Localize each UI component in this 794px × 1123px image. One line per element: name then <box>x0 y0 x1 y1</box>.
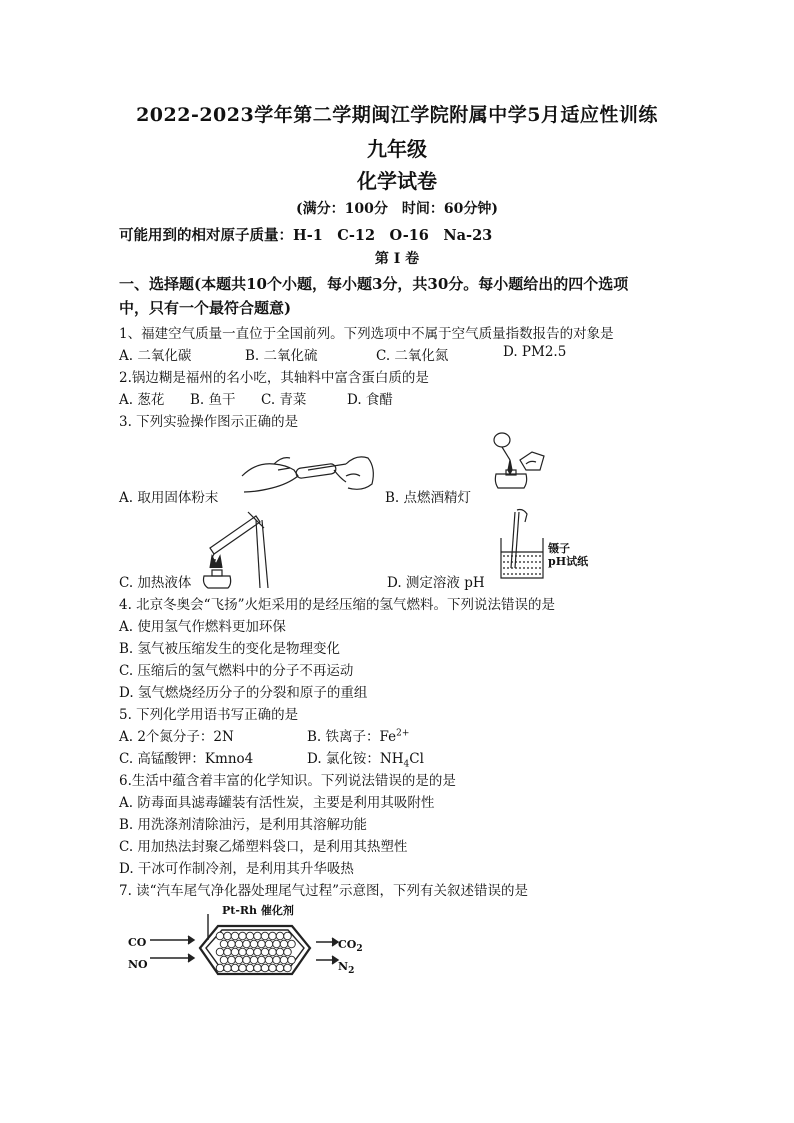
catalyst-pellet <box>246 948 254 956</box>
catalyst-pellet <box>261 948 269 956</box>
section-heading-1: 一、选择题(本题共10个小题，每小题3分，共30分。每小题给出的四个选项 <box>119 275 629 293</box>
catalyst-pellet <box>258 940 266 948</box>
catalyst-pellet <box>280 956 288 964</box>
catalyst-pellet <box>261 932 269 940</box>
output-co2-text: CO <box>338 938 357 951</box>
q5-option-b-text: B. 铁离子：Fe <box>307 729 397 745</box>
q5-option-d <box>307 747 424 770</box>
q6-stem: 6.生活中蕴含着丰富的化学知识。下列说法错误的是的是 <box>119 773 456 789</box>
output-n2 <box>338 960 354 976</box>
q6-option-a: A. 防毒面具滤毒罐装有活性炭，主要是利用其吸附性 <box>119 795 435 811</box>
q5-option-b-charge: 2+ <box>396 728 410 739</box>
catalyst-pellet <box>280 940 288 948</box>
catalyst-pellet <box>239 948 247 956</box>
grade-title: 九年级 <box>367 137 427 161</box>
catalyst-pellet <box>216 948 224 956</box>
catalyst-pellet <box>246 932 254 940</box>
q3-stem: 3. 下列实验操作图示正确的是 <box>119 414 299 430</box>
catalyst-pellet <box>254 964 262 972</box>
catalyst-pellet <box>235 940 243 948</box>
input-no: NO <box>128 958 148 971</box>
q3-option-d: D. 测定溶液 pH <box>387 575 485 591</box>
catalyst-pellet <box>243 956 251 964</box>
q3-option-b: B. 点燃酒精灯 <box>385 490 472 506</box>
score-time: (满分：100分 时间：60分钟) <box>296 201 498 217</box>
output-n2-sub: 2 <box>348 966 355 977</box>
q4-option-d: D. 氢气燃烧经历分子的分裂和原子的重组 <box>119 685 368 701</box>
catalyst-pellet <box>265 940 273 948</box>
catalyst-pellet <box>284 932 292 940</box>
q5-option-b <box>307 725 409 745</box>
figure-alcohol-lamp <box>480 430 552 494</box>
q5-option-d-sub: 4 <box>403 759 410 770</box>
catalyst-pellet <box>216 932 224 940</box>
q5-stem: 5. 下列化学用语书写正确的是 <box>119 707 299 723</box>
figure-ph-test <box>497 508 553 582</box>
catalyst-pellet <box>250 956 258 964</box>
catalyst-pellet <box>265 956 273 964</box>
q4-stem: 4. 北京冬奥会“飞扬”火炬采用的是经压缩的氢气燃料。下列说法错误的是 <box>119 597 555 613</box>
label-ph-paper: pH试纸 <box>548 555 589 568</box>
catalyst-pellet <box>250 940 258 948</box>
catalyst-pellet <box>220 956 228 964</box>
q1-option-a: A. 二氧化碳 <box>119 348 192 364</box>
q2-stem: 2.锅边糊是福州的名小吃，其轴料中富含蛋白质的是 <box>119 370 429 386</box>
catalyst-pellet <box>276 964 284 972</box>
output-n2-text: N <box>338 960 349 973</box>
catalyst-pellet <box>235 956 243 964</box>
q3-option-c: C. 加热液体 <box>119 575 192 591</box>
catalyst-pellet <box>269 932 277 940</box>
catalyst-pellet <box>220 940 228 948</box>
q6-option-c: C. 用加热法封聚乙烯塑料袋口，是利用其热塑性 <box>119 839 408 855</box>
output-co2 <box>338 938 363 954</box>
catalyst-pellet <box>269 948 277 956</box>
q5-option-d-tail: Cl <box>409 751 424 767</box>
catalyst-pellet <box>254 932 262 940</box>
q3-option-a: A. 取用固体粉末 <box>119 490 219 506</box>
q1-stem: 1、福建空气质量一直位于全国前列。下列选项中不属于空气质量指数报告的对象是 <box>119 326 614 342</box>
catalyst-pellet <box>258 956 266 964</box>
section-heading-2: 中，只有一个最符合题意) <box>119 299 292 317</box>
q4-option-c: C. 压缩后的氢气燃料中的分子不再运动 <box>119 663 354 679</box>
catalyst-pellet <box>284 964 292 972</box>
q4-option-b: B. 氢气被压缩发生的变化是物理变化 <box>119 641 341 657</box>
output-co2-sub: 2 <box>356 944 363 955</box>
q6-option-d: D. 干冰可作制冷剂，是利用其升华吸热 <box>119 861 354 877</box>
q1-option-d: D. PM2.5 <box>503 344 567 360</box>
catalyst-pellet <box>261 964 269 972</box>
catalyst-pellet <box>231 948 239 956</box>
q5-option-d-text: D. 氯化铵：NH <box>307 751 404 767</box>
exam-title: 2022-2023学年第二学期闽江学院附属中学5月适应性训练 <box>136 104 658 126</box>
catalyst-pellet <box>288 940 296 948</box>
q2-option-c: C. 青菜 <box>261 392 307 408</box>
catalyst-pellet <box>224 948 232 956</box>
catalyst-pellet <box>239 932 247 940</box>
q2-option-a: A. 葱花 <box>119 392 165 408</box>
catalytic-converter-diagram <box>150 912 340 996</box>
subject-title: 化学试卷 <box>357 169 437 193</box>
catalyst-label: Pt-Rh 催化剂 <box>222 904 294 917</box>
catalyst-pellet <box>228 940 236 948</box>
catalyst-pellet <box>269 964 277 972</box>
figure-take-powder <box>238 448 378 500</box>
volume-label: 第 I 卷 <box>374 251 420 267</box>
catalyst-pellet <box>273 940 281 948</box>
catalyst-pellet <box>224 964 232 972</box>
q5-option-a: A. 2个氮分子：2N <box>119 729 234 745</box>
catalyst-pellet <box>284 948 292 956</box>
q6-option-b: B. 用洗涤剂清除油污，是利用其溶解功能 <box>119 817 368 833</box>
q4-option-a: A. 使用氢气作燃料更加环保 <box>119 619 286 635</box>
catalyst-pellet <box>216 964 224 972</box>
q2-option-d: D. 食醋 <box>347 392 393 408</box>
catalyst-pellet <box>288 956 296 964</box>
q7-stem: 7. 读“汽车尾气净化器处理尾气过程”示意图，下列有关叙述错误的是 <box>119 883 528 899</box>
q1-option-b: B. 二氧化硫 <box>245 348 318 364</box>
catalyst-pellet <box>231 932 239 940</box>
catalyst-pellet <box>231 964 239 972</box>
catalyst-pellet <box>224 932 232 940</box>
q2-option-b: B. 鱼干 <box>190 392 236 408</box>
catalyst-pellet <box>254 948 262 956</box>
catalyst-pellet <box>228 956 236 964</box>
input-co: CO <box>128 936 147 949</box>
q5-option-c: C. 高锰酸钾：Kmno4 <box>119 751 254 767</box>
catalyst-pellet <box>276 932 284 940</box>
catalyst-pellet <box>239 964 247 972</box>
q1-option-c: C. 二氧化氮 <box>376 348 449 364</box>
atomic-mass-line: 可能用到的相对原子质量：H-1 C-12 O-16 Na-23 <box>119 227 493 244</box>
figure-heating-liquid <box>200 508 280 590</box>
catalyst-pellet <box>246 964 254 972</box>
catalyst-pellet <box>273 956 281 964</box>
catalyst-pellet <box>243 940 251 948</box>
label-tweezers: 镊子 <box>548 542 570 555</box>
catalyst-pellet <box>276 948 284 956</box>
